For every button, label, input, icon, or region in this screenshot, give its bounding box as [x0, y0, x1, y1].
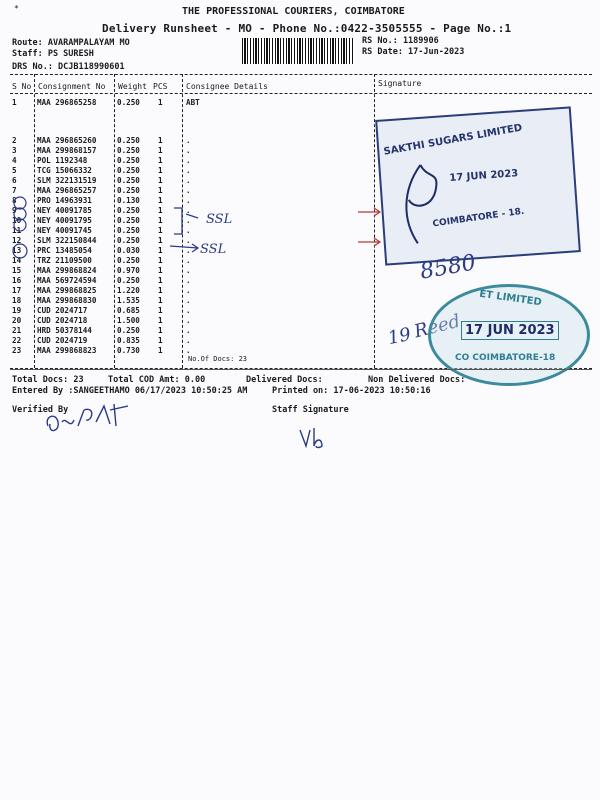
cell-weight: 0.250 [117, 216, 140, 225]
col-header-pcs: PCS [153, 82, 168, 91]
company-name: THE PROFESSIONAL COURIERS, COIMBATORE [182, 6, 405, 17]
handwritten-signature: 8580 [418, 250, 478, 285]
cell-consignment: NEY 40091795 [37, 216, 92, 225]
cell-pcs: 1 [158, 266, 163, 275]
cell-details: . [186, 346, 191, 355]
cell-consignment: MAA 299868825 [37, 286, 97, 295]
cell-sno: 7 [12, 186, 17, 195]
cell-consignment: MAA 299868157 [37, 146, 97, 155]
cell-details: . [186, 166, 191, 175]
cell-sno: 11 [12, 226, 22, 235]
cell-sno: 22 [12, 336, 22, 345]
cell-consignment: MAA 299868830 [37, 296, 97, 305]
cell-details: . [186, 256, 191, 265]
handwritten-number: 19 [386, 323, 413, 350]
cell-consignment: HRD 50378144 [37, 326, 92, 335]
cell-details: . [186, 186, 191, 195]
cell-details: . [186, 316, 191, 325]
cell-weight: 1.500 [117, 316, 140, 325]
handwritten-received: Reed [412, 310, 463, 343]
cell-consignment: MAA 299868824 [37, 266, 97, 275]
cell-sno: 2 [12, 136, 17, 145]
cell-weight: 1.535 [117, 296, 140, 305]
cell-weight: 0.250 [117, 176, 140, 185]
cell-sno: 17 [12, 286, 22, 295]
cell-details: . [186, 226, 191, 235]
cell-details: . [186, 296, 191, 305]
handwritten-ssl: SSL [200, 242, 227, 257]
cell-weight: 0.835 [117, 336, 140, 345]
cell-sno: 18 [12, 296, 22, 305]
cell-pcs: 1 [158, 166, 163, 175]
cell-consignment: TCG 15066332 [37, 166, 92, 175]
col-header-consignee: Consignee Details [186, 82, 268, 91]
col-header-consignment: Consignment No [38, 82, 106, 91]
cell-consignment: NEY 40091745 [37, 226, 92, 235]
cell-sno: 23 [12, 346, 22, 355]
cell-weight: 0.970 [117, 266, 140, 275]
cell-pcs: 1 [158, 136, 163, 145]
col-divider [114, 74, 115, 368]
cell-weight: 0.250 [117, 276, 140, 285]
cell-pcs: 1 [158, 336, 163, 345]
cell-pcs: 1 [158, 296, 163, 305]
cell-pcs: 1 [158, 98, 163, 107]
cell-consignment: CUD 2024718 [37, 316, 88, 325]
cell-weight: 0.250 [117, 236, 140, 245]
company-stamp [375, 106, 581, 265]
cell-weight: 0.730 [117, 346, 140, 355]
cell-details: . [186, 176, 191, 185]
table-top-rule [10, 74, 592, 75]
cell-pcs: 1 [158, 226, 163, 235]
cell-sno: 6 [12, 176, 17, 185]
cell-pcs: 1 [158, 256, 163, 265]
staff-signature-label: Staff Signature [272, 405, 349, 415]
cell-sno: 4 [12, 156, 17, 165]
cell-weight: 0.250 [117, 226, 140, 235]
cell-details: . [186, 246, 191, 255]
cell-pcs: 1 [158, 146, 163, 155]
cell-details: . [186, 306, 191, 315]
cell-pcs: 1 [158, 286, 163, 295]
staff-label: Staff: PS SURESH [12, 49, 94, 59]
cell-weight: 0.250 [117, 98, 140, 107]
cell-sno: 14 [12, 256, 22, 265]
runsheet-title: Delivery Runsheet - MO - Phone No.:0422-3505555 - Page No.:1 [102, 22, 512, 35]
handwritten-circles [4, 196, 38, 262]
no-of-docs: No.Of Docs: 23 [188, 355, 248, 363]
cell-sno: 12 [12, 236, 22, 245]
corner-mark: * [14, 4, 19, 13]
stamp-place: COIMBATORE - 18. [431, 206, 525, 230]
cell-details: . [186, 266, 191, 275]
cell-sno: 21 [12, 326, 22, 335]
cell-sno: 19 [12, 306, 22, 315]
cell-pcs: 1 [158, 346, 163, 355]
cell-weight: 0.250 [117, 186, 140, 195]
cell-details: . [186, 336, 191, 345]
cell-details: . [186, 216, 191, 225]
cell-details: . [186, 196, 191, 205]
handwritten-ssl: SSL [206, 212, 233, 227]
cell-sno: 10 [12, 216, 22, 225]
cell-weight: 0.250 [117, 206, 140, 215]
cell-weight: 0.250 [117, 146, 140, 155]
col-header-sno: S No [12, 82, 32, 91]
total-docs: Total Docs: 23 [12, 375, 84, 385]
cell-weight: 0.030 [117, 246, 140, 255]
cell-consignment: MAA 299868823 [37, 346, 97, 355]
cell-pcs: 1 [158, 326, 163, 335]
footer-rule [10, 369, 592, 370]
total-cod: Total COD Amt: 0.00 [108, 375, 206, 385]
cell-weight: 0.250 [117, 326, 140, 335]
cell-sno: 1 [12, 98, 17, 107]
cell-details: . [186, 156, 191, 165]
staff-signature [296, 424, 336, 452]
col-header-signature: Signature [378, 79, 422, 88]
cell-pcs: 1 [158, 186, 163, 195]
cell-pcs: 1 [158, 246, 163, 255]
stamp-company-name: SAKTHI SUGARS LIMITED [382, 122, 524, 158]
cell-sno: 8 [12, 196, 17, 205]
cell-details: . [186, 276, 191, 285]
cell-pcs: 1 [158, 236, 163, 245]
cell-sno: 3 [12, 146, 17, 155]
cell-weight: 0.250 [117, 256, 140, 265]
cell-consignment: CUD 2024719 [37, 336, 88, 345]
cell-sno: 20 [12, 316, 22, 325]
cell-consignment: SLM 322150844 [37, 236, 97, 245]
cell-pcs: 1 [158, 206, 163, 215]
drs-number: DRS No.: DCJB118990601 [12, 62, 125, 72]
verifier-signature [40, 396, 140, 442]
cell-weight: 1.220 [117, 286, 140, 295]
route-label: Route: AVARAMPALAYAM MO [12, 38, 130, 48]
cell-weight: 0.250 [117, 136, 140, 145]
cell-consignment: PRC 13485054 [37, 246, 92, 255]
cell-sno: 5 [12, 166, 17, 175]
printed-on: Printed on: 17-06-2023 10:50:16 [272, 386, 431, 396]
cell-sno: 16 [12, 276, 22, 285]
cell-sno: 15 [12, 266, 22, 275]
verified-by-label: Verified By [12, 405, 69, 415]
cell-consignment: MAA 569724594 [37, 276, 97, 285]
round-stamp-place: CO COIMBATORE-18 [455, 353, 556, 363]
cell-consignment: MAA 296865260 [37, 136, 97, 145]
cell-details: . [186, 206, 191, 215]
non-delivered-docs: Non Delivered Docs: [368, 375, 466, 385]
col-header-weight: Weight [118, 82, 147, 91]
cell-pcs: 1 [158, 176, 163, 185]
cell-details: ABT [186, 98, 200, 107]
cell-weight: 0.250 [117, 166, 140, 175]
cell-sno: 13 [12, 246, 22, 255]
table-header-rule [10, 93, 592, 94]
cell-pcs: 1 [158, 276, 163, 285]
cell-consignment: TRZ 21109500 [37, 256, 92, 265]
cell-pcs: 1 [158, 216, 163, 225]
cell-consignment: MAA 296865258 [37, 98, 97, 107]
cell-consignment: MAA 296865257 [37, 186, 97, 195]
cell-details: . [186, 136, 191, 145]
cell-consignment: NEY 40091785 [37, 206, 92, 215]
cell-weight: 0.250 [117, 156, 140, 165]
cell-consignment: SLM 322131519 [37, 176, 97, 185]
cell-pcs: 1 [158, 196, 163, 205]
cell-pcs: 1 [158, 316, 163, 325]
rs-date: RS Date: 17-Jun-2023 [362, 47, 465, 57]
cell-consignment: CUD 2024717 [37, 306, 88, 315]
signature-scribble [390, 157, 456, 251]
cell-pcs: 1 [158, 306, 163, 315]
barcode [242, 38, 354, 64]
cell-weight: 0.130 [117, 196, 140, 205]
cell-sno: 9 [12, 206, 17, 215]
rs-number: RS No.: 1189906 [362, 36, 439, 46]
round-stamp-name: ET LIMITED [478, 288, 543, 309]
delivered-docs: Delivered Docs: [246, 375, 323, 385]
cell-consignment: PRO 14963931 [37, 196, 92, 205]
cell-details: . [186, 326, 191, 335]
cell-details: . [186, 236, 191, 245]
entered-by: Entered By :SANGEETHAMO 06/17/2023 10:50:25 AM [12, 386, 248, 396]
cell-consignment: POL 1192348 [37, 156, 88, 165]
stamp-date: 17 JUN 2023 [449, 168, 519, 184]
round-stamp-date: 17 JUN 2023 [461, 321, 559, 340]
cell-weight: 0.685 [117, 306, 140, 315]
round-stamp [428, 284, 590, 386]
cell-pcs: 1 [158, 156, 163, 165]
cell-details: . [186, 286, 191, 295]
cell-details: . [186, 146, 191, 155]
